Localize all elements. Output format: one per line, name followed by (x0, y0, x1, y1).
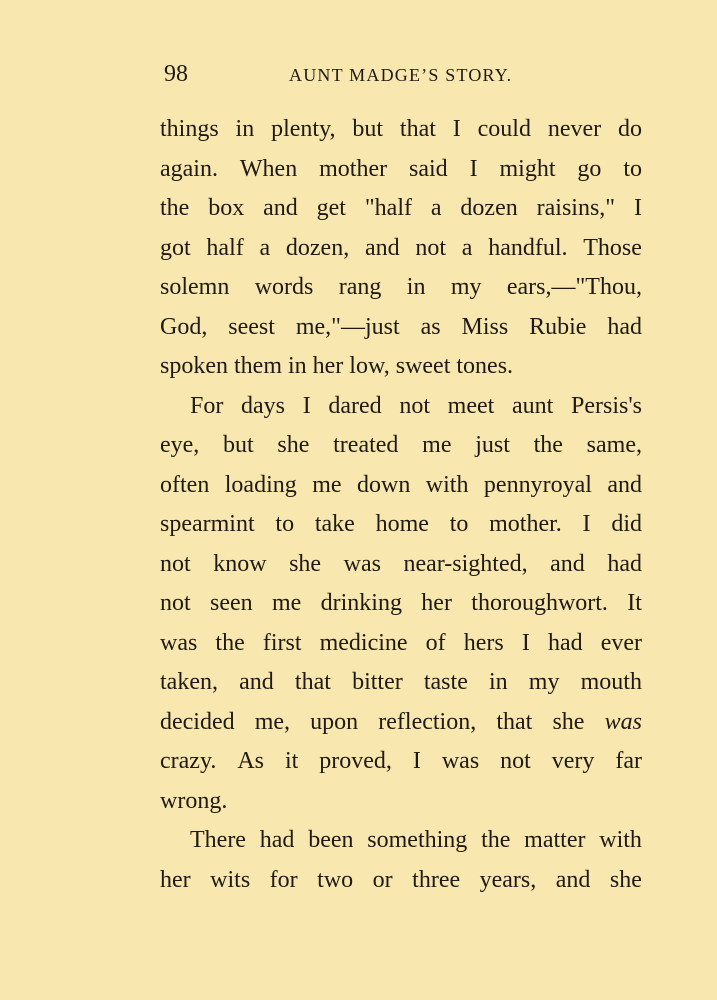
word: the (533, 432, 563, 458)
word: mouth (580, 669, 642, 695)
word: had (607, 313, 642, 340)
word: I (469, 155, 478, 182)
word: I (452, 116, 461, 142)
text-line: spoken them in her low, sweet tones. (160, 353, 514, 379)
word: half (206, 234, 244, 261)
word: far (615, 748, 642, 774)
word: get (316, 195, 346, 221)
word: dozen, (285, 234, 350, 261)
word: it (284, 748, 299, 774)
text-line (160, 426, 642, 466)
word: she (552, 708, 585, 735)
word: "half (364, 195, 412, 221)
body-text (160, 110, 642, 900)
word: had (607, 550, 642, 577)
word: meet (447, 392, 495, 419)
word: could (477, 116, 531, 142)
word: she (277, 432, 310, 458)
word: spearmint (160, 511, 255, 537)
text-line (160, 821, 642, 861)
word: I (412, 748, 421, 774)
word: matter (524, 827, 586, 853)
word: in (488, 669, 508, 695)
word: and (239, 669, 274, 695)
word: said (409, 155, 448, 182)
word: raisins," (536, 195, 616, 221)
text-line (160, 150, 642, 190)
word: my (450, 274, 482, 300)
word: to (275, 511, 295, 537)
word: that (496, 708, 533, 735)
word: in (235, 116, 255, 142)
word: me (271, 590, 302, 616)
text-line (160, 584, 642, 624)
word: ears,—"Thou, (506, 274, 642, 300)
word: a (430, 195, 442, 221)
word: hers (463, 629, 504, 656)
word: When (239, 155, 298, 182)
word: her (160, 866, 191, 893)
word: I (521, 629, 530, 656)
word: she (289, 550, 322, 577)
word: Rubie (529, 313, 587, 340)
word: drinking (320, 590, 402, 616)
word: years, (479, 866, 537, 893)
word: and (555, 866, 591, 893)
word: Those (583, 234, 642, 261)
word: and (364, 234, 400, 261)
running-head (160, 58, 640, 90)
word: never (547, 116, 602, 142)
word: me (422, 432, 452, 458)
word: seen (210, 590, 253, 616)
word: There (190, 827, 246, 853)
word: Miss (461, 313, 509, 340)
word: mother (319, 155, 388, 182)
word: might (499, 155, 556, 182)
text-line (160, 189, 642, 229)
word: the (160, 195, 190, 221)
word: but (223, 432, 254, 458)
running-title: AUNT MADGE’S STORY. (289, 65, 513, 85)
word: not (500, 748, 531, 774)
word: as (420, 313, 441, 340)
word: that (399, 116, 436, 142)
word: I (633, 195, 642, 221)
word: very (551, 748, 595, 774)
text-line (160, 229, 642, 269)
word: things (160, 116, 219, 142)
word: the (481, 827, 511, 853)
word: not (415, 234, 447, 261)
text-line (160, 624, 642, 664)
word: again. (160, 155, 218, 182)
word: with (599, 827, 642, 853)
text-line (160, 110, 642, 150)
word: was (343, 550, 381, 577)
word: me,"—just (295, 313, 400, 340)
word: me (312, 471, 342, 498)
text-line (160, 268, 642, 308)
word: taste (423, 669, 468, 695)
word: a (259, 234, 271, 261)
word: thoroughwort. (471, 590, 608, 616)
word: I (582, 511, 591, 537)
word: reflection, (378, 708, 477, 735)
page-number: 98 (164, 61, 188, 87)
word: know (213, 550, 267, 577)
word: to (623, 155, 642, 182)
word: For (190, 392, 224, 419)
word: did (611, 511, 642, 537)
word: As (237, 748, 265, 774)
text-line (160, 466, 642, 506)
word: near-sighted, (403, 550, 528, 577)
word: often (160, 471, 210, 498)
word: pennyroyal (483, 471, 592, 498)
word: same, (586, 432, 642, 458)
word: rang (338, 274, 382, 300)
word: words (254, 274, 314, 300)
text-line (160, 387, 642, 427)
text-line (160, 703, 642, 743)
word: two (317, 866, 354, 893)
word: to (449, 511, 469, 537)
word: but (352, 116, 384, 142)
word: eye, (160, 432, 200, 458)
word: not (160, 590, 191, 616)
word: do (617, 116, 642, 142)
text-line (160, 505, 642, 545)
word: not (399, 392, 430, 419)
word: and (607, 471, 642, 498)
word: had (259, 827, 295, 853)
text-line (160, 742, 642, 782)
word: down (357, 471, 411, 498)
text-line (160, 308, 642, 348)
word: take (314, 511, 355, 537)
word: aunt (511, 392, 554, 419)
text-line (160, 545, 642, 585)
word: days (241, 392, 286, 419)
word: proved, (319, 748, 392, 774)
word: three (412, 866, 461, 893)
word: had (547, 629, 583, 656)
word: treated (333, 432, 399, 458)
word: home (375, 511, 429, 537)
word: mother. (489, 511, 562, 537)
word: bitter (352, 669, 403, 695)
word: that (294, 669, 331, 695)
word: first (262, 629, 302, 656)
word: she (609, 866, 642, 893)
word: plenty, (271, 116, 336, 142)
word: It (627, 590, 642, 616)
word: go (577, 155, 602, 182)
word: got (160, 234, 191, 261)
word: Persis's (570, 392, 642, 419)
word: was (441, 748, 480, 774)
word: upon (310, 708, 359, 735)
word: box (208, 195, 245, 221)
word: of (425, 629, 446, 656)
word: was (160, 629, 198, 656)
text-line (160, 861, 642, 901)
word: wits (210, 866, 251, 893)
word: and (263, 195, 298, 221)
word: seest (228, 313, 275, 340)
word: the (215, 629, 245, 656)
word: with (425, 471, 469, 498)
word: ever (600, 629, 642, 656)
word: me, (254, 708, 291, 735)
word: been (308, 827, 354, 853)
word: God, (160, 313, 208, 340)
word: decided (160, 708, 235, 735)
word: loading (224, 471, 297, 498)
word: taken, (160, 669, 218, 695)
word: not (160, 550, 191, 577)
word: my (528, 669, 560, 695)
text-line (160, 663, 642, 703)
word: was (604, 708, 642, 735)
word: just (475, 432, 510, 458)
word: solemn (160, 274, 230, 300)
word: her (421, 590, 452, 616)
word: for (269, 866, 298, 893)
word: a (461, 234, 473, 261)
text-line: wrong. (160, 787, 228, 814)
word: dozen (460, 195, 518, 221)
word: and (550, 550, 585, 577)
word: I (302, 392, 311, 419)
word: handful. (488, 234, 568, 261)
word: dared (328, 392, 382, 419)
word: medicine (319, 629, 408, 656)
word: crazy. (160, 748, 217, 774)
word: or (372, 866, 393, 893)
word: in (406, 274, 426, 300)
word: something (367, 827, 468, 853)
